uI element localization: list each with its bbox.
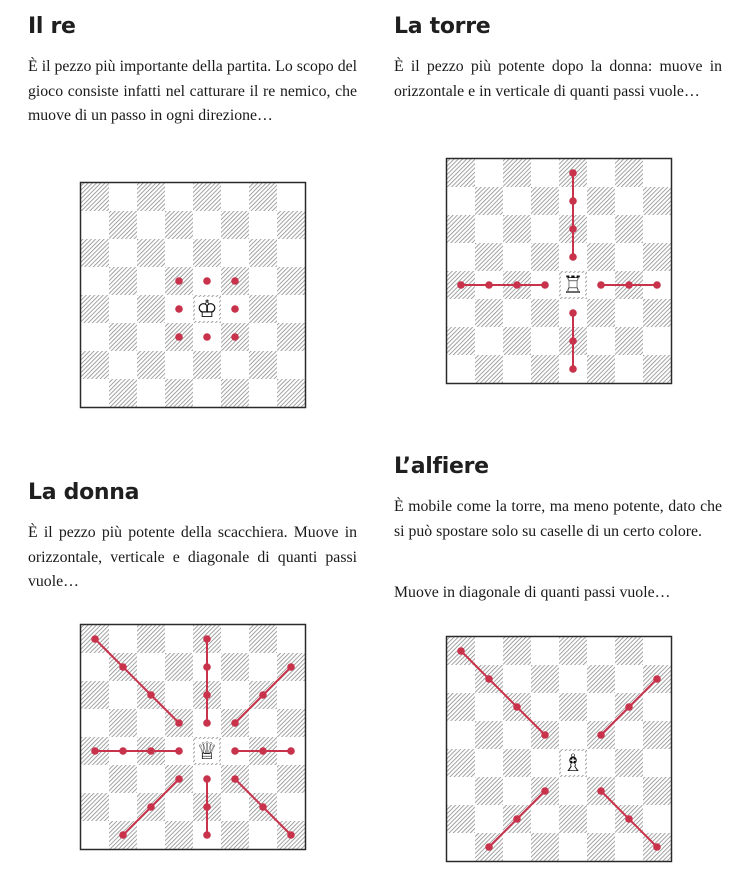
dark-square <box>587 833 615 861</box>
dark-square <box>165 379 193 407</box>
text-alfiere-2: Muove in diagonale di quanti passi vuole… <box>394 584 671 601</box>
dark-square <box>277 211 305 239</box>
move-dot <box>569 225 577 233</box>
move-dot <box>231 775 239 783</box>
dark-square <box>277 267 305 295</box>
dark-square <box>615 749 643 777</box>
title-donna: La donna <box>28 480 140 505</box>
move-dot <box>259 691 267 699</box>
dark-square <box>193 183 221 211</box>
dark-square <box>475 777 503 805</box>
dark-square <box>475 355 503 383</box>
dark-square <box>475 243 503 271</box>
dark-square <box>503 327 531 355</box>
dark-square <box>249 183 277 211</box>
chessboard-alfiere <box>446 636 672 862</box>
move-dot <box>203 803 211 811</box>
move-dot <box>513 815 521 823</box>
dark-square <box>559 805 587 833</box>
move-dot <box>147 803 155 811</box>
move-dot <box>287 663 295 671</box>
move-dot <box>91 635 99 643</box>
dark-square <box>643 243 671 271</box>
dark-square <box>531 243 559 271</box>
dark-square <box>531 299 559 327</box>
move-dot <box>175 277 183 285</box>
dark-square <box>587 187 615 215</box>
dark-square <box>503 215 531 243</box>
move-dot <box>569 365 577 373</box>
dark-square <box>447 805 475 833</box>
rook-icon: ♖ <box>562 271 584 299</box>
dark-square <box>249 239 277 267</box>
move-dot <box>569 253 577 261</box>
dark-square <box>643 299 671 327</box>
move-dot <box>259 803 267 811</box>
dark-square <box>249 625 277 653</box>
move-dot <box>175 305 183 313</box>
king-icon: ♔ <box>196 295 218 323</box>
dark-square <box>643 721 671 749</box>
move-dot <box>203 719 211 727</box>
dark-square <box>447 215 475 243</box>
dark-square <box>137 239 165 267</box>
dark-square <box>447 693 475 721</box>
dark-square <box>531 355 559 383</box>
move-dot <box>119 663 127 671</box>
move-dot <box>597 787 605 795</box>
move-dot <box>203 663 211 671</box>
dark-square <box>109 323 137 351</box>
dark-square <box>503 749 531 777</box>
dark-square <box>249 351 277 379</box>
dark-square <box>193 351 221 379</box>
move-dot <box>175 775 183 783</box>
move-dot <box>203 635 211 643</box>
dark-square <box>277 765 305 793</box>
move-dot <box>541 281 549 289</box>
chessboard-donna <box>80 624 306 850</box>
dark-square <box>109 267 137 295</box>
dark-square <box>81 239 109 267</box>
dark-square <box>643 355 671 383</box>
move-dot <box>625 703 633 711</box>
text-donna: È il pezzo più potente della scacchiera. Muove in orizzontale, verticale e diagonale di quanti passi vuole… <box>28 524 357 590</box>
dark-square <box>221 211 249 239</box>
move-dot <box>569 197 577 205</box>
move-dot <box>653 675 661 683</box>
dark-square <box>221 653 249 681</box>
text-re: È il pezzo più importante della partita. Lo scopo del gioco consiste infatti nel catturare il re nemico, che muove di un passo in ogni direzione… <box>28 58 357 124</box>
bishop-icon: ♗ <box>562 749 584 777</box>
dark-square <box>615 327 643 355</box>
dark-square <box>447 749 475 777</box>
dark-square <box>531 665 559 693</box>
dark-square <box>643 777 671 805</box>
move-dot <box>597 281 605 289</box>
dark-square <box>531 187 559 215</box>
dark-square <box>643 187 671 215</box>
dark-square <box>221 379 249 407</box>
move-dot <box>513 281 521 289</box>
move-dot <box>653 281 661 289</box>
title-alfiere: L’alfiere <box>394 454 489 479</box>
move-dot <box>457 647 465 655</box>
move-dot <box>231 333 239 341</box>
dark-square <box>221 821 249 849</box>
queen-icon: ♕ <box>196 737 218 765</box>
move-dot <box>541 731 549 739</box>
move-dot <box>231 719 239 727</box>
move-dot <box>231 747 239 755</box>
dark-square <box>277 379 305 407</box>
dark-square <box>137 351 165 379</box>
dark-square <box>587 299 615 327</box>
dark-square <box>81 183 109 211</box>
dark-square <box>109 709 137 737</box>
text-torre: È il pezzo più potente dopo la donna: muove in orizzontale e in verticale di quanti passi vuole… <box>394 58 722 100</box>
move-dot <box>203 775 211 783</box>
dark-square <box>587 665 615 693</box>
move-dot <box>287 747 295 755</box>
move-dot <box>569 309 577 317</box>
move-dot <box>175 747 183 755</box>
move-dot <box>231 305 239 313</box>
move-dot <box>203 691 211 699</box>
dark-square <box>81 793 109 821</box>
move-dot <box>91 747 99 755</box>
move-dot <box>569 337 577 345</box>
text-alfiere-1: È mobile come la torre, ma meno potente, dato che si può spostare solo su caselle di un certo colore. <box>394 498 722 540</box>
dark-square <box>475 721 503 749</box>
dark-square <box>165 211 193 239</box>
move-dot <box>569 169 577 177</box>
move-dot <box>147 747 155 755</box>
move-dot <box>625 815 633 823</box>
dark-square <box>587 243 615 271</box>
move-dot <box>485 675 493 683</box>
dark-square <box>165 821 193 849</box>
dark-square <box>277 323 305 351</box>
move-dot <box>203 831 211 839</box>
dark-square <box>277 709 305 737</box>
dark-square <box>137 295 165 323</box>
move-dot <box>119 831 127 839</box>
title-re: Il re <box>28 14 76 39</box>
dark-square <box>531 833 559 861</box>
dark-square <box>109 211 137 239</box>
dark-square <box>615 637 643 665</box>
chessboard-re <box>80 182 306 408</box>
move-dot <box>625 281 633 289</box>
move-dot <box>119 747 127 755</box>
dark-square <box>81 351 109 379</box>
move-dot <box>485 281 493 289</box>
move-dot <box>203 333 211 341</box>
dark-square <box>165 653 193 681</box>
move-dot <box>597 731 605 739</box>
dark-square <box>193 239 221 267</box>
dark-square <box>137 625 165 653</box>
dark-square <box>447 327 475 355</box>
move-dot <box>259 747 267 755</box>
move-dot <box>513 703 521 711</box>
dark-square <box>503 637 531 665</box>
dark-square <box>503 159 531 187</box>
move-dot <box>203 277 211 285</box>
dark-square <box>559 693 587 721</box>
move-dot <box>147 691 155 699</box>
dark-square <box>109 379 137 407</box>
move-dot <box>485 843 493 851</box>
chessboard-torre <box>446 158 672 384</box>
move-dot <box>457 281 465 289</box>
move-dot <box>175 719 183 727</box>
dark-square <box>559 637 587 665</box>
title-torre: La torre <box>394 14 491 39</box>
dark-square <box>475 299 503 327</box>
move-dot <box>175 333 183 341</box>
move-dot <box>541 787 549 795</box>
dark-square <box>137 183 165 211</box>
dark-square <box>587 355 615 383</box>
dark-square <box>447 159 475 187</box>
dark-square <box>475 187 503 215</box>
dark-square <box>81 295 109 323</box>
dark-square <box>249 295 277 323</box>
dark-square <box>615 159 643 187</box>
dark-square <box>615 215 643 243</box>
move-dot <box>287 831 295 839</box>
dark-square <box>81 681 109 709</box>
move-dot <box>231 277 239 285</box>
move-dot <box>653 843 661 851</box>
dark-square <box>109 765 137 793</box>
